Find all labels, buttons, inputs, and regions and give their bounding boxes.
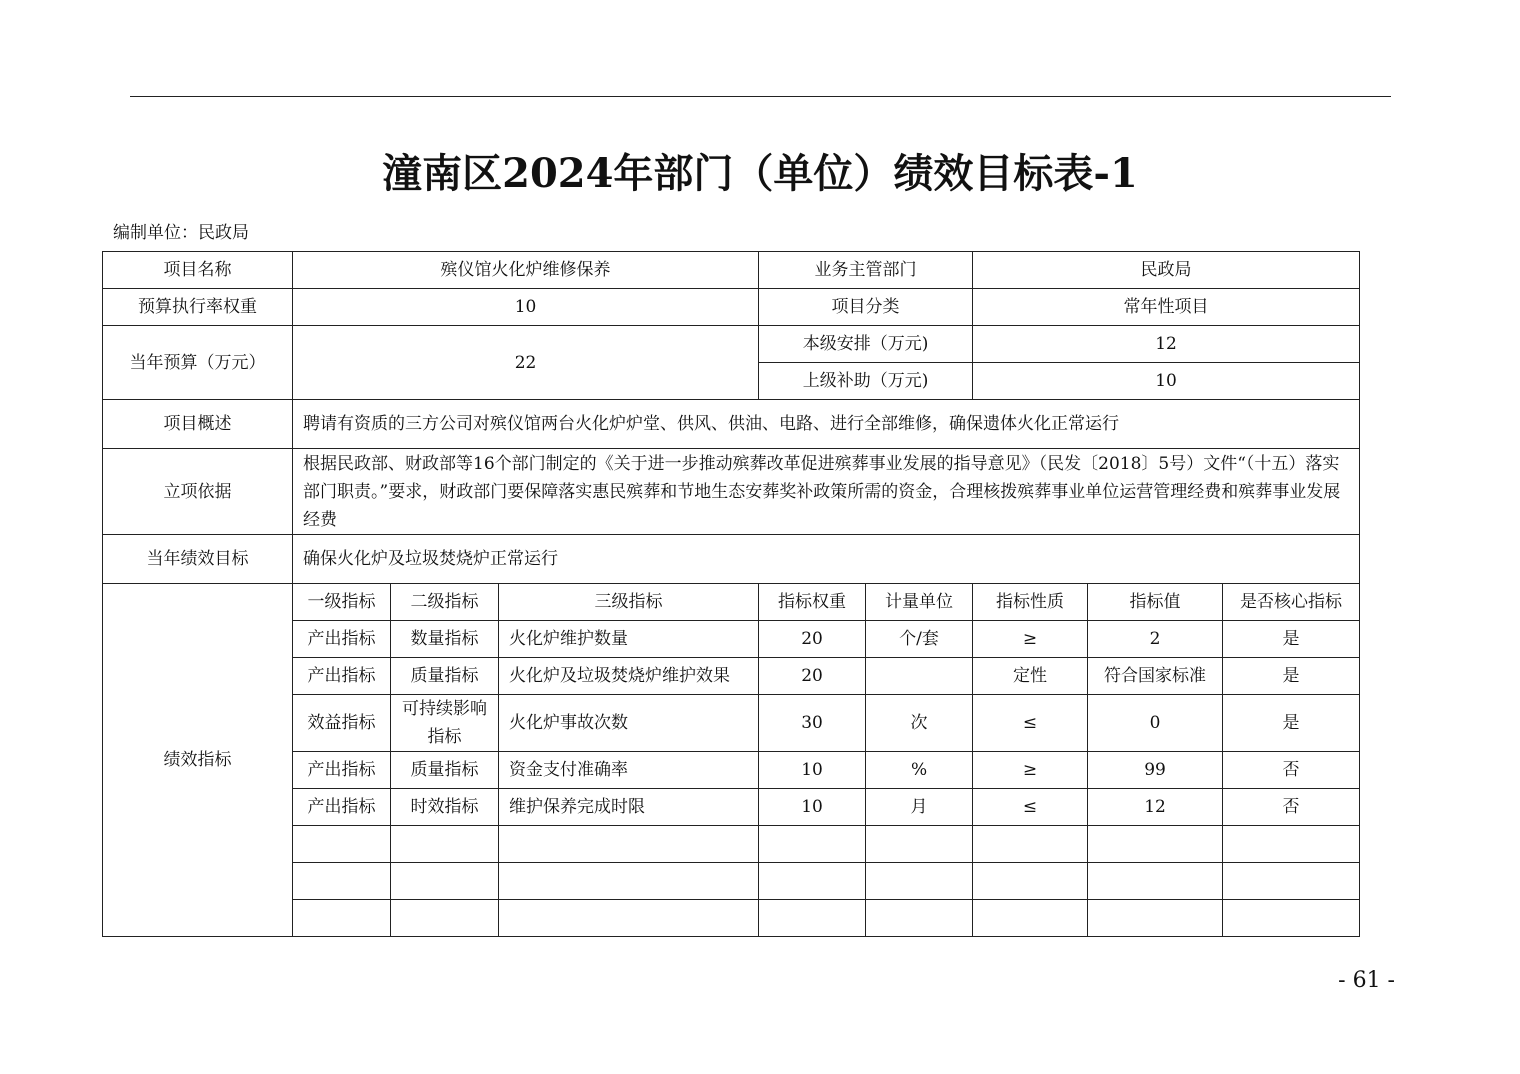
budget-value: 22	[293, 326, 759, 400]
core-cell: 是	[1223, 695, 1360, 752]
unit-cell	[866, 658, 973, 695]
level1-cell: 产出指标	[293, 752, 391, 789]
indicator-header: 一级指标	[293, 584, 391, 621]
level3-cell: 维护保养完成时限	[499, 789, 759, 826]
weight-cell: 10	[759, 752, 866, 789]
dept-value: 民政局	[973, 252, 1360, 289]
level2-cell: 可持续影响指标	[391, 695, 499, 752]
project-name-value: 殡仪馆火化炉维修保养	[293, 252, 759, 289]
value-cell: 0	[1088, 695, 1223, 752]
unit-cell: 个/套	[866, 621, 973, 658]
overview-label: 项目概述	[103, 400, 293, 449]
weight-cell: 20	[759, 658, 866, 695]
page-number: - 61 -	[1338, 968, 1395, 993]
indicator-header: 是否核心指标	[1223, 584, 1360, 621]
category-label: 项目分类	[759, 289, 973, 326]
basis-label: 立项依据	[103, 449, 293, 535]
goal-label: 当年绩效目标	[103, 535, 293, 584]
value-cell: 符合国家标准	[1088, 658, 1223, 695]
performance-target-table	[102, 251, 1360, 937]
level3-cell: 火化炉事故次数	[499, 695, 759, 752]
indicator-header: 指标权重	[759, 584, 866, 621]
upper-subsidy-label: 上级补助（万元)	[759, 363, 973, 400]
level2-cell: 质量指标	[391, 658, 499, 695]
indicator-header: 三级指标	[499, 584, 759, 621]
goal-value: 确保火化炉及垃圾焚烧炉正常运行	[293, 535, 1360, 584]
level2-cell: 时效指标	[391, 789, 499, 826]
level1-cell: 产出指标	[293, 621, 391, 658]
level3-cell: 火化炉维护数量	[499, 621, 759, 658]
weight-cell: 20	[759, 621, 866, 658]
nature-cell: ≤	[973, 695, 1088, 752]
weight-cell: 30	[759, 695, 866, 752]
value-cell: 99	[1088, 752, 1223, 789]
weight-value: 10	[293, 289, 759, 326]
local-budget-label: 本级安排（万元)	[759, 326, 973, 363]
header-rule	[130, 96, 1391, 97]
value-cell: 2	[1088, 621, 1223, 658]
indicators-section-label: 绩效指标	[103, 584, 293, 937]
value-cell: 12	[1088, 789, 1223, 826]
unit-cell: 月	[866, 789, 973, 826]
level3-cell: 火化炉及垃圾焚烧炉维护效果	[499, 658, 759, 695]
indicator-header: 二级指标	[391, 584, 499, 621]
level1-cell: 产出指标	[293, 789, 391, 826]
level2-cell: 数量指标	[391, 621, 499, 658]
level3-cell: 资金支付准确率	[499, 752, 759, 789]
nature-cell: 定性	[973, 658, 1088, 695]
indicator-header: 指标性质	[973, 584, 1088, 621]
level1-cell: 产出指标	[293, 658, 391, 695]
project-name-label: 项目名称	[103, 252, 293, 289]
category-value: 常年性项目	[973, 289, 1360, 326]
core-cell: 否	[1223, 752, 1360, 789]
overview-value: 聘请有资质的三方公司对殡仪馆两台火化炉炉堂、供风、供油、电路、进行全部维修，确保遗体火化正常运行	[293, 400, 1360, 449]
local-budget-value: 12	[973, 326, 1360, 363]
budget-label: 当年预算（万元）	[103, 326, 293, 400]
nature-cell: ≤	[973, 789, 1088, 826]
compiling-unit: 编制单位：民政局	[113, 223, 249, 243]
dept-label: 业务主管部门	[759, 252, 973, 289]
indicator-header: 计量单位	[866, 584, 973, 621]
core-cell: 否	[1223, 789, 1360, 826]
nature-cell: ≥	[973, 621, 1088, 658]
core-cell: 是	[1223, 621, 1360, 658]
weight-cell: 10	[759, 789, 866, 826]
page-title: 潼南区2024年部门（单位）绩效目标表-1	[382, 150, 1138, 197]
level1-cell: 效益指标	[293, 695, 391, 752]
indicator-header: 指标值	[1088, 584, 1223, 621]
core-cell: 是	[1223, 658, 1360, 695]
level2-cell: 质量指标	[391, 752, 499, 789]
unit-cell: 次	[866, 695, 973, 752]
weight-label: 预算执行率权重	[103, 289, 293, 326]
upper-subsidy-value: 10	[973, 363, 1360, 400]
unit-cell: %	[866, 752, 973, 789]
basis-value: 根据民政部、财政部等16个部门制定的《关于进一步推动殡葬改革促进殡葬事业发展的指导意见》（民发〔2018〕5号）文件“（十五）落实部门职责。”要求，财政部门要保障落实惠民殡葬和节地生态安葬奖补政策所需的资金，合理核拨殡葬事业单位运营管理经费和殡葬事业发展经费	[293, 449, 1360, 535]
nature-cell: ≥	[973, 752, 1088, 789]
